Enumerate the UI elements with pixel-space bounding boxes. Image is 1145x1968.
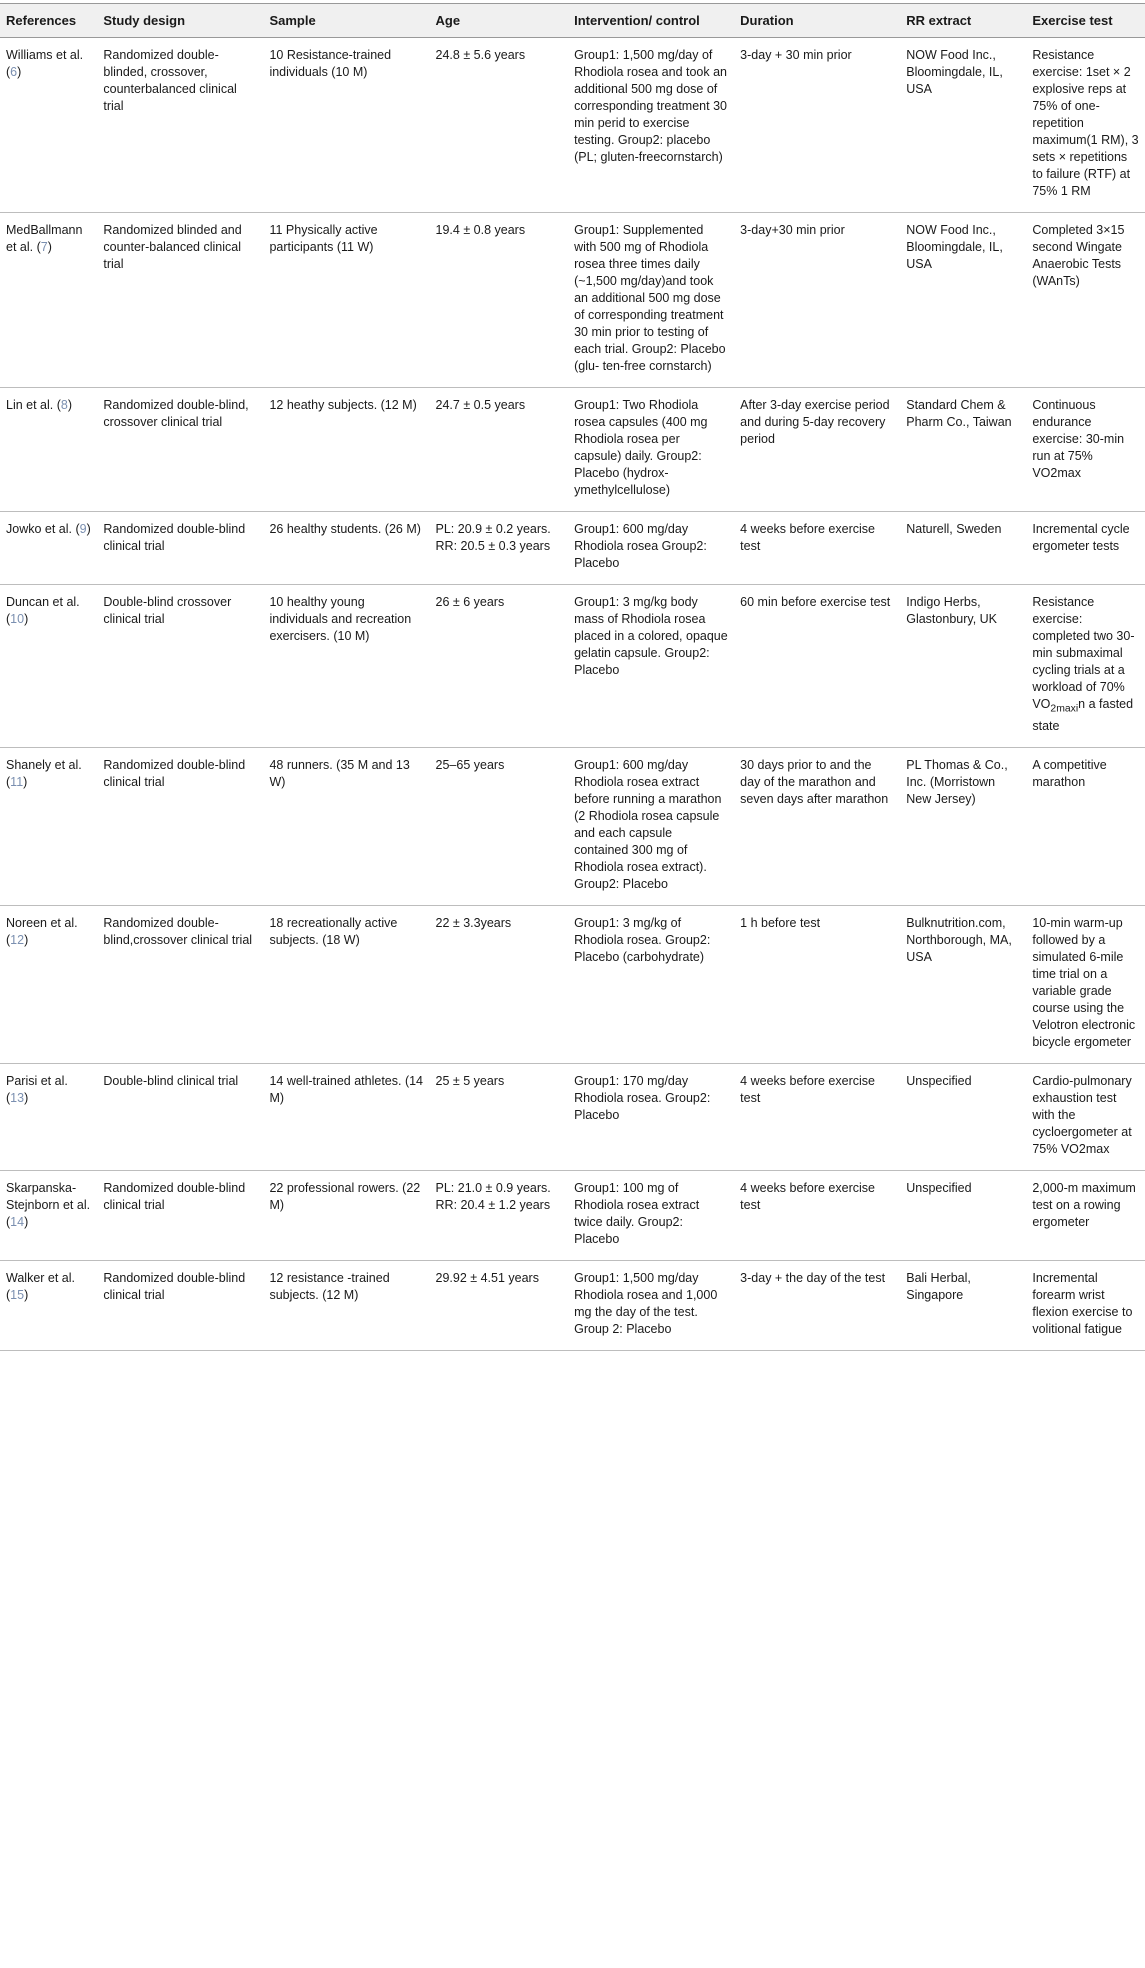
header-sample: Sample: [263, 4, 429, 38]
reference-name: Duncan et al.: [6, 595, 80, 609]
intervention-cell: Group1: 1,500 mg/day Rhodiola rosea and 1,000 mg the day of the test. Group 2: Placebo: [568, 1260, 734, 1350]
study-design-cell: Randomized double-blind, crossover clinical trial: [97, 388, 263, 512]
sample-cell: 48 runners. (35 M and 13 W): [263, 747, 429, 905]
citation-link[interactable]: 6: [10, 65, 18, 79]
reference-name: Noreen et al.: [6, 915, 78, 930]
exercise-test-text-end: n a fasted state: [1032, 697, 1134, 733]
exercise-test-cell: A competitive marathon: [1026, 747, 1145, 905]
table-row: [0, 512, 1145, 585]
header-references: References: [0, 4, 97, 38]
intervention-cell: Group1: 3 mg/kg of Rhodiola rosea. Group2: Placebo (carbohydrate): [568, 905, 734, 1063]
duration-cell: 4 weeks before exercise test: [734, 512, 900, 585]
rr-extract-cell: Bulknutrition.com, Northborough, MA, USA: [900, 905, 1026, 1063]
table-row: [0, 1063, 1145, 1170]
table-row: [0, 1170, 1145, 1260]
citation-link[interactable]: 11: [10, 774, 24, 789]
age-cell: 25 ± 5 years: [430, 1063, 569, 1170]
intervention-cell: Group1: Supplemented with 500 mg of Rhodiola rosea three times daily (~1,500 mg/day)and took an additional 500 mg dose of corresponding treatment 30 min prior to testing of each trial. Group2: Placebo (glu- ten-free cornstarch): [568, 213, 734, 388]
age-cell: 24.8 ± 5.6 years: [430, 38, 569, 213]
reference-name: Williams et al.: [6, 48, 84, 62]
rr-extract-cell: NOW Food Inc., Bloomingdale, IL, USA: [900, 213, 1026, 388]
study-design-cell: Randomized double-blind clinical trial: [97, 747, 263, 905]
reference-cell: Walker et al. (15): [0, 1260, 97, 1350]
table-row: [0, 38, 1145, 213]
exercise-test-cell: Incremental forearm wrist flexion exercise to volitional fatigue: [1026, 1260, 1145, 1350]
intervention-cell: Group1: 3 mg/kg body mass of Rhodiola rosea placed in a colored, opaque gelatin capsule. Group2: Placebo: [568, 585, 734, 748]
header-intervention: Intervention/ control: [568, 4, 734, 38]
header-age: Age: [430, 4, 569, 38]
reference-name: Skarpanska-Stejnborn et al.: [6, 1180, 91, 1212]
header-exercise-test: Exercise test: [1026, 4, 1145, 38]
exercise-test-cell: 10-min warm-up followed by a simulated 6-mile time trial on a variable grade course using the Velotron electronic bicycle ergometer: [1026, 905, 1145, 1063]
age-cell: 19.4 ± 0.8 years: [430, 213, 569, 388]
table-row: [0, 905, 1145, 1063]
reference-cell: Shanely et al. (11): [0, 747, 97, 905]
citation-link[interactable]: 9: [79, 522, 87, 536]
rr-extract-cell: Bali Herbal, Singapore: [900, 1260, 1026, 1350]
citation-link[interactable]: 15: [10, 1287, 25, 1302]
reference-cell: Duncan et al. (10): [0, 585, 97, 748]
rr-extract-cell: Unspecified: [900, 1063, 1026, 1170]
age-cell: PL: 21.0 ± 0.9 years. RR: 20.4 ± 1.2 years: [430, 1170, 569, 1260]
rr-extract-cell: Naturell, Sweden: [900, 512, 1026, 585]
age-cell: 25–65 years: [430, 747, 569, 905]
duration-cell: 1 h before test: [734, 905, 900, 1063]
duration-cell: 30 days prior to and the day of the marathon and seven days after marathon: [734, 747, 900, 905]
reference-cell: Skarpanska-Stejnborn et al. (14): [0, 1170, 97, 1260]
exercise-test-cell: Resistance exercise: 1set × 2 explosive reps at 75% of one-repetition maximum(1 RM), 3 sets × repetitions to failure (RTF) at 75% 1 RM: [1026, 38, 1145, 213]
table-row: [0, 1260, 1145, 1350]
duration-cell: 3-day + the day of the test: [734, 1260, 900, 1350]
citation-link[interactable]: 13: [10, 1090, 25, 1105]
reference-cell: Williams et al. (6): [0, 38, 97, 213]
reference-name: Parisi et al.: [6, 1073, 68, 1088]
sample-cell: 11 Physically active participants (11 W): [263, 213, 429, 388]
reference-name: MedBallmann et al.: [6, 223, 83, 254]
duration-cell: 3-day + 30 min prior: [734, 38, 900, 213]
duration-cell: 4 weeks before exercise test: [734, 1063, 900, 1170]
study-design-cell: Randomized double-blind clinical trial: [97, 1260, 263, 1350]
sample-cell: 12 heathy subjects. (12 M): [263, 388, 429, 512]
intervention-cell: Group1: 600 mg/day Rhodiola rosea Group2: Placebo: [568, 512, 734, 585]
exercise-test-cell: Continuous endurance exercise: 30-min run at 75% VO2max: [1026, 388, 1145, 512]
exercise-test-text: Resistance exercise: completed two 30-min submaximal cycling trials at a workload of 70% VO: [1032, 595, 1135, 711]
rr-extract-cell: Standard Chem & Pharm Co., Taiwan: [900, 388, 1026, 512]
header-rr-extract: RR extract: [900, 4, 1026, 38]
citation-link[interactable]: 12: [10, 932, 25, 947]
age-cell: 26 ± 6 years: [430, 585, 569, 748]
duration-cell: 60 min before exercise test: [734, 585, 900, 748]
table-row: [0, 388, 1145, 512]
citation-link[interactable]: 7: [40, 240, 48, 254]
exercise-test-cell: 2,000-m maximum test on a rowing ergometer: [1026, 1170, 1145, 1260]
reference-name: Shanely et al.: [6, 757, 82, 772]
duration-cell: After 3-day exercise period and during 5-day recovery period: [734, 388, 900, 512]
duration-cell: 4 weeks before exercise test: [734, 1170, 900, 1260]
sample-cell: 14 well-trained athletes. (14 M): [263, 1063, 429, 1170]
reference-cell: Noreen et al. (12): [0, 905, 97, 1063]
rr-extract-cell: Indigo Herbs, Glastonbury, UK: [900, 585, 1026, 748]
rr-extract-cell: NOW Food Inc., Bloomingdale, IL, USA: [900, 38, 1026, 213]
citation-link[interactable]: 8: [60, 398, 68, 412]
sample-cell: 10 Resistance-trained individuals (10 M): [263, 38, 429, 213]
citation-link[interactable]: 14: [10, 1214, 25, 1229]
age-cell: 29.92 ± 4.51 years: [430, 1260, 569, 1350]
study-design-cell: Double-blind clinical trial: [97, 1063, 263, 1170]
exercise-test-cell: Cardio-pulmonary exhaustion test with the cycloergometer at 75% VO2max: [1026, 1063, 1145, 1170]
table-row: [0, 213, 1145, 388]
exercise-test-cell: Completed 3×15 second Wingate Anaerobic Tests (WAnTs): [1026, 213, 1145, 388]
intervention-cell: Group1: 600 mg/day Rhodiola rosea extract before running a marathon (2 Rhodiola rosea capsule and each capsule contained 300 mg of Rhodiola rosea extract). Group2: Placebo: [568, 747, 734, 905]
exercise-test-cell: Incremental cycle ergometer tests: [1026, 512, 1145, 585]
citation-link[interactable]: 10: [10, 612, 25, 626]
reference-cell: Lin et al. (8): [0, 388, 97, 512]
rr-extract-cell: PL Thomas & Co., Inc. (Morristown New Jersey): [900, 747, 1026, 905]
intervention-cell: Group1: 1,500 mg/day of Rhodiola rosea and took an additional 500 mg dose of corresponding treatment 30 min perid to exercise testing. Group2: placebo (PL; gluten-freecornstarch): [568, 38, 734, 213]
reference-cell: MedBallmann et al. (7): [0, 213, 97, 388]
study-design-cell: Randomized double-blind clinical trial: [97, 512, 263, 585]
vo2-subscript: 2maxi: [1050, 703, 1079, 715]
header-study-design: Study design: [97, 4, 263, 38]
study-design-cell: Randomized blinded and counter-balanced clinical trial: [97, 213, 263, 388]
intervention-cell: Group1: Two Rhodiola rosea capsules (400 mg Rhodiola rosea per capsule) daily. Group2: Placebo (hydrox-ymethylcellulose): [568, 388, 734, 512]
table-row: [0, 585, 1145, 748]
sample-cell: 22 professional rowers. (22 M): [263, 1170, 429, 1260]
study-design-cell: Double-blind crossover clinical trial: [97, 585, 263, 748]
sample-cell: 10 healthy young individuals and recreation exercisers. (10 M): [263, 585, 429, 748]
sample-cell: 12 resistance -trained subjects. (12 M): [263, 1260, 429, 1350]
reference-cell: Parisi et al. (13): [0, 1063, 97, 1170]
reference-name: Lin et al.: [6, 398, 54, 412]
rr-extract-cell: Unspecified: [900, 1170, 1026, 1260]
exercise-test-cell: [1026, 585, 1145, 748]
intervention-cell: Group1: 100 mg of Rhodiola rosea extract twice daily. Group2: Placebo: [568, 1170, 734, 1260]
reference-name: Jowko et al.: [6, 522, 73, 536]
intervention-cell: Group1: 170 mg/day Rhodiola rosea. Group2: Placebo: [568, 1063, 734, 1170]
header-duration: Duration: [734, 4, 900, 38]
studies-table: [0, 3, 1145, 1351]
reference-name: Walker et al.: [6, 1270, 76, 1285]
age-cell: 22 ± 3.3years: [430, 905, 569, 1063]
table-header-row: [0, 4, 1145, 38]
reference-cell: Jowko et al. (9): [0, 512, 97, 585]
study-design-cell: Randomized double-blind,crossover clinical trial: [97, 905, 263, 1063]
table-row: [0, 747, 1145, 905]
study-design-cell: Randomized double-blind clinical trial: [97, 1170, 263, 1260]
sample-cell: 26 healthy students. (26 M): [263, 512, 429, 585]
age-cell: 24.7 ± 0.5 years: [430, 388, 569, 512]
sample-cell: 18 recreationally active subjects. (18 W): [263, 905, 429, 1063]
duration-cell: 3-day+30 min prior: [734, 213, 900, 388]
study-design-cell: Randomized double-blinded, crossover, counterbalanced clinical trial: [97, 38, 263, 213]
age-cell: PL: 20.9 ± 0.2 years. RR: 20.5 ± 0.3 years: [430, 512, 569, 585]
